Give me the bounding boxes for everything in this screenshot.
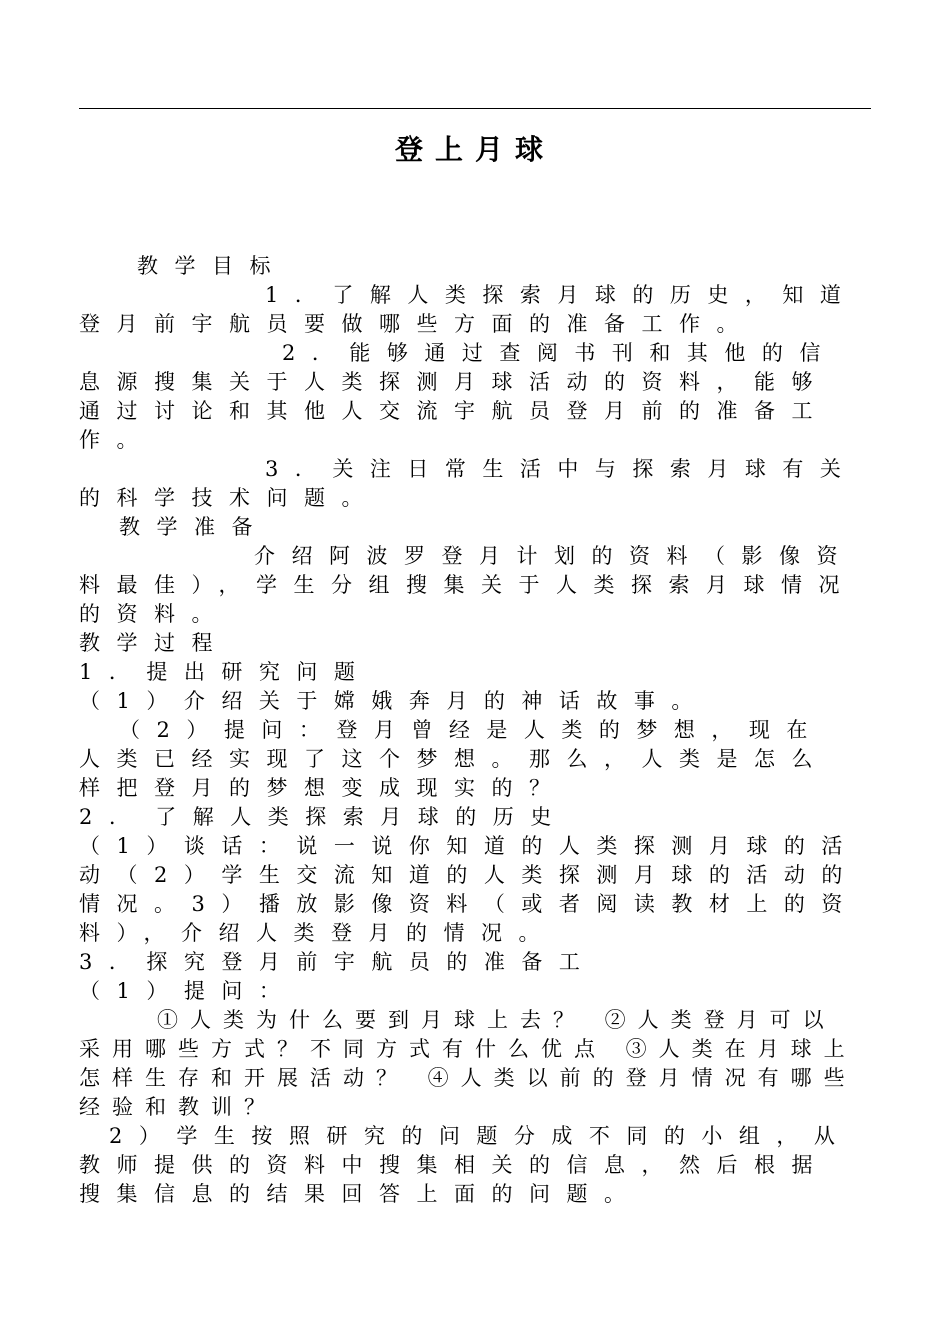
goal-2: 2．能够通过查阅书刊和其他的信息源搜集关于人类探测月球活动的资料，能够通过讨论和其他人交流宇航员登月前的准备工作。 [79,341,837,452]
document-body [79,252,859,1209]
prep-text: 介绍阿波罗登月计划的资料（影像资料最佳），学生分组搜集关于人类探索月球情况的资料。 [79,544,856,626]
step-2-heading: 2. 了解人类探索月球的历史 [79,805,568,829]
goal-3: 3．关注日常生活中与探索月球有关的科学技术问题。 [79,457,858,510]
process-heading: 教学过程 [79,631,229,655]
step-3-questions: ①人类为什么要到月球上去？ ②人类登月可以采用哪些方式？不同方式有什么优点 ③人类在月球上怎样生存和开展活动？ ④人类以前的登月情况有哪些经验和教训？ [79,1008,857,1119]
step-1-a: （1）介绍关于嫦娥奔月的神话故事。 [79,689,709,713]
goals-heading: 教学目标 [137,254,287,278]
step-1-b: （2）提问：登月曾经是人类的梦想，现在人类已经实现了这个梦想。那么，人类是怎么样把登月的梦想变成现实的？ [79,718,829,800]
step-2-text: （1）谈话：说一说你知道的人类探测月球的活动（2）学生交流知道的人类探测月球的活动的情况。3）播放影像资料（或者阅读教材上的资料），介绍人类登月的情况。 [79,834,859,945]
goal-1: 1．了解人类探索月球的历史，知道登月前宇航员要做哪些方面的准备工作。 [79,283,858,336]
step-3-a: （1）提问： [79,979,297,1003]
page-title: 登上月球 [394,133,555,166]
step-3-heading: 3．探究登月前宇航员的准备工 [79,950,597,974]
header-rule [79,108,871,109]
prep-heading: 教学准备 [119,515,269,539]
step-1-heading: 1．提出研究问题 [79,660,372,684]
step-3-b: 2）学生按照研究的问题分成不同的小组，从教师提供的资料中搜集相关的信息，然后根据搜集信息的结果回答上面的问题。 [79,1124,852,1206]
